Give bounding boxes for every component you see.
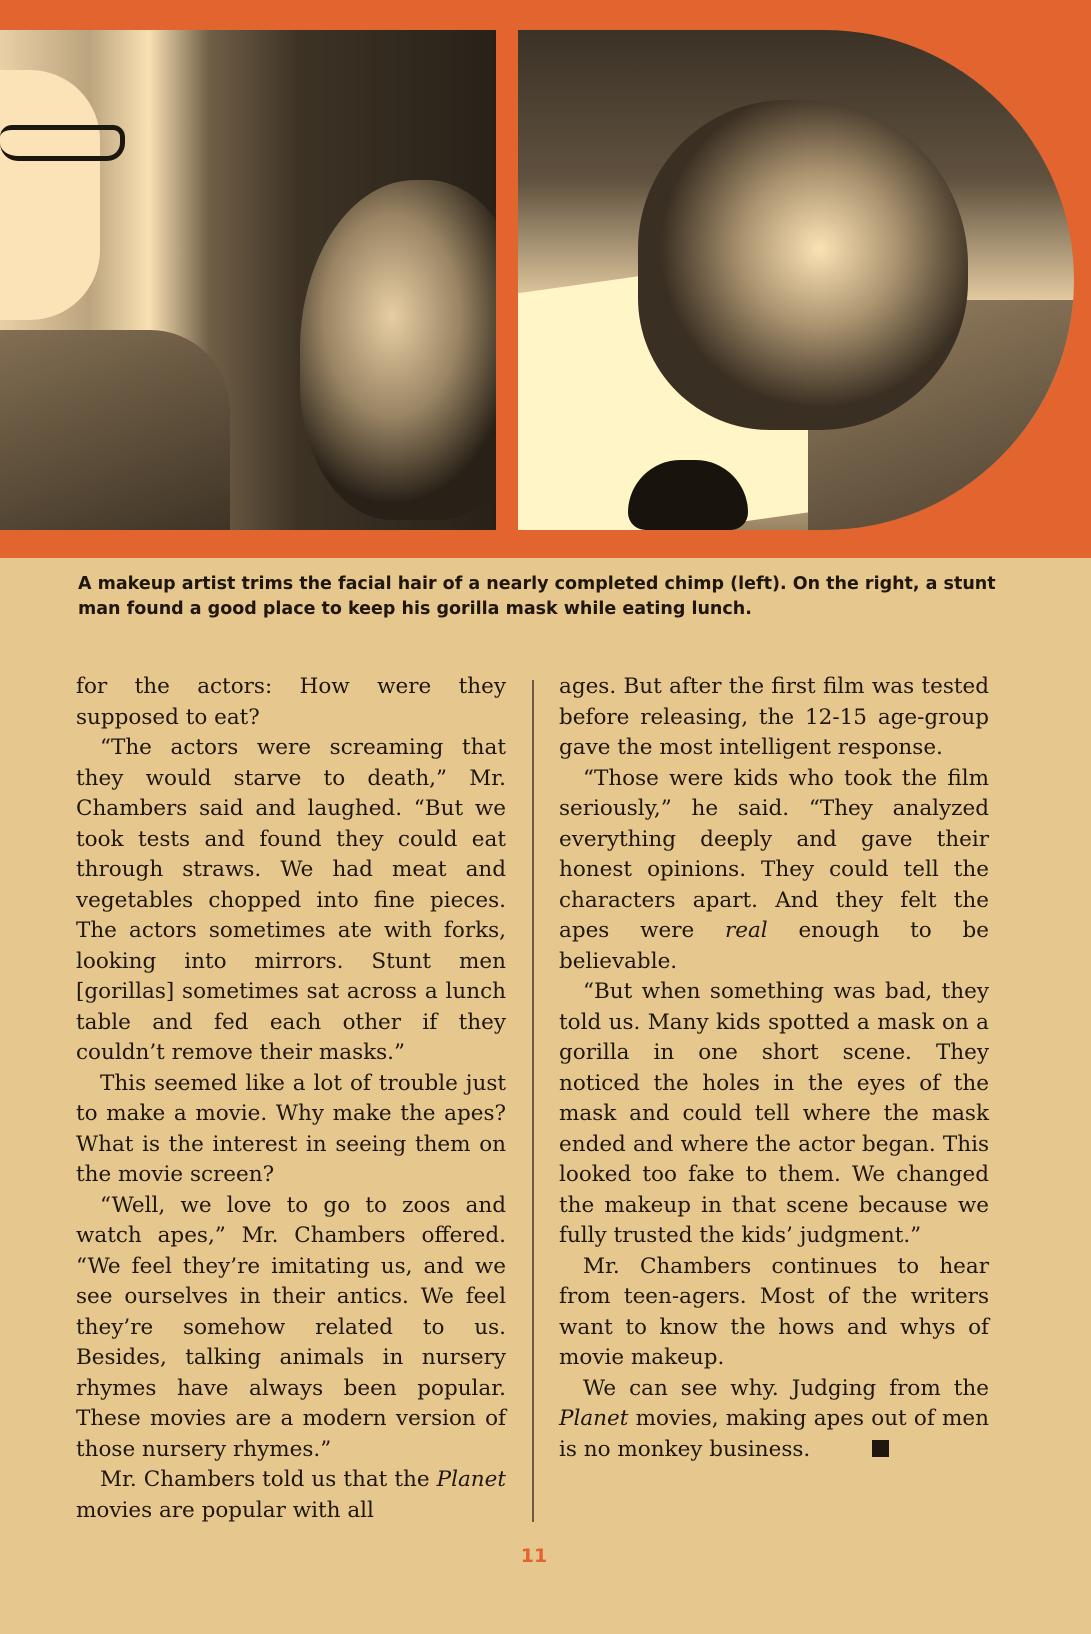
photo-caption: A makeup artist trims the facial hair of a nearly completed chimp (left). On the right, a stunt man found a good place to keep his gorilla mask while eating lunch. — [78, 574, 996, 619]
paragraph — [559, 764, 989, 978]
text-run: enough to be believable. — [559, 918, 989, 974]
paragraph: This seemed like a lot of trouble just to make a movie. Why make the apes? What is the interest in seeing them on the movie screen? — [76, 1070, 506, 1187]
photo-makeup-artist-chimp — [0, 30, 496, 530]
paragraph — [559, 1374, 989, 1466]
text-column-left — [76, 672, 506, 1526]
text-run: We can see why. Judging from the — [583, 1375, 989, 1401]
makeup-artist-face — [0, 70, 100, 320]
text-run: “Those were kids who took the film seriously,” he said. “They analyzed everything deeply and gave their honest opinions. They could tell the characters apart. And they felt the apes were — [559, 765, 989, 943]
text-run: movies are popular with all — [76, 1497, 374, 1523]
makeup-artist-arm — [0, 330, 230, 530]
paragraph: Mr. Chambers continues to hear from teen-agers. Most of the writers want to know the hows and whys of movie makeup. — [559, 1253, 989, 1370]
eyeglasses-shape — [0, 125, 125, 161]
end-of-article-square-icon — [872, 1440, 889, 1457]
italic-title: Planet — [436, 1467, 506, 1492]
italic-title: Planet — [559, 1406, 629, 1431]
paragraph: “The actors were screaming that they would starve to death,” Mr. Chambers said and laughed. “But we took tests and found they could eat through straws. We had meat and vegetables chopped into fine pieces. The actors sometimes ate with forks, looking into mirrors. Stunt men [gorillas] sometimes sat across a lunch table and fed each other if they couldn’t remove their masks.” — [76, 735, 506, 1065]
column-divider — [532, 680, 534, 1522]
text-run: Mr. Chambers told us that the — [100, 1467, 437, 1492]
paragraph: “Well, we love to go to zoos and watch apes,” Mr. Chambers offered. “We feel they’re imitating us, and we see ourselves in their antics. We feel they’re somehow related to us. Besides, talking animals in nursery rhymes have always been popular. These movies are a modern version of those nursery rhymes.” — [76, 1192, 506, 1462]
page-number: 11 — [520, 1545, 548, 1567]
chimp-mask-head — [300, 180, 496, 520]
gorilla-mask-head — [638, 100, 968, 430]
paragraph: for the actors: How were they supposed to eat? — [76, 674, 506, 730]
text-column-right — [559, 672, 989, 1465]
paragraph: ages. But after the first film was tested before releasing, the 12-15 age-group gave the most intelligent response. — [559, 674, 989, 760]
paragraph — [76, 1465, 506, 1526]
italic-word: real — [724, 918, 768, 943]
photo-stunt-man-gorilla-mask — [518, 30, 1074, 530]
paragraph: “But when something was bad, they told us. Many kids spotted a mask on a gorilla in one short scene. They noticed the holes in the eyes of the mask and could tell where the mask ended and where the actor began. This looked too fake to them. We changed the makeup in that scene because we fully trusted the kids’ judgment.” — [559, 979, 989, 1248]
text-run: movies, making apes out of men is no monkey business. — [559, 1406, 989, 1462]
